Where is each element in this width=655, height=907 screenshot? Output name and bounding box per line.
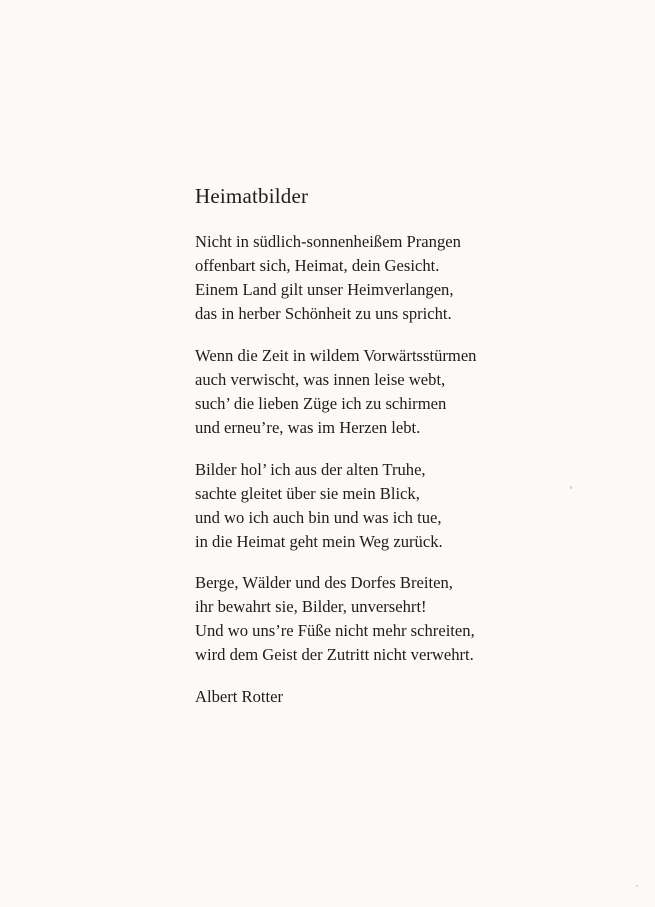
poem-line: ihr bewahrt sie, Bilder, unversehrt!: [195, 597, 427, 616]
poem-line: in die Heimat geht mein Weg zurück.: [195, 532, 443, 551]
poem-line: Bilder hol’ ich aus der alten Truhe,: [195, 460, 426, 479]
stanza-4: [195, 571, 475, 667]
poem-line: Wenn die Zeit in wildem Vorwärtsstürmen: [195, 346, 477, 365]
poem-line: und erneu’re, was im Herzen lebt.: [195, 418, 421, 437]
poem-line: wird dem Geist der Zutritt nicht verwehrt.: [195, 645, 474, 664]
stanza-3: [195, 458, 443, 554]
stanza-1: [195, 230, 461, 326]
poem-line: Einem Land gilt unser Heimverlangen,: [195, 280, 454, 299]
paper-speck: [636, 885, 638, 887]
poem-line: Berge, Wälder und des Dorfes Breiten,: [195, 573, 453, 592]
poem-author: Albert Rotter: [195, 687, 284, 706]
poem-title: Heimatbilder: [195, 184, 309, 208]
poem-line: Nicht in südlich-sonnenheißem Prangen: [195, 232, 461, 251]
poem-line: Und wo uns’re Füße nicht mehr schreiten,: [195, 621, 475, 640]
poem-line: such’ die lieben Züge ich zu schirmen: [195, 394, 447, 413]
poem-line: und wo ich auch bin und was ich tue,: [195, 508, 442, 527]
poem-line: sachte gleitet über sie mein Blick,: [195, 484, 420, 503]
paper-speck: [570, 486, 572, 489]
poem-line: offenbart sich, Heimat, dein Gesicht.: [195, 256, 440, 275]
poem-line: das in herber Schönheit zu uns spricht.: [195, 304, 452, 323]
stanza-2: [195, 344, 476, 440]
poem-line: auch verwischt, was innen leise webt,: [195, 370, 446, 389]
